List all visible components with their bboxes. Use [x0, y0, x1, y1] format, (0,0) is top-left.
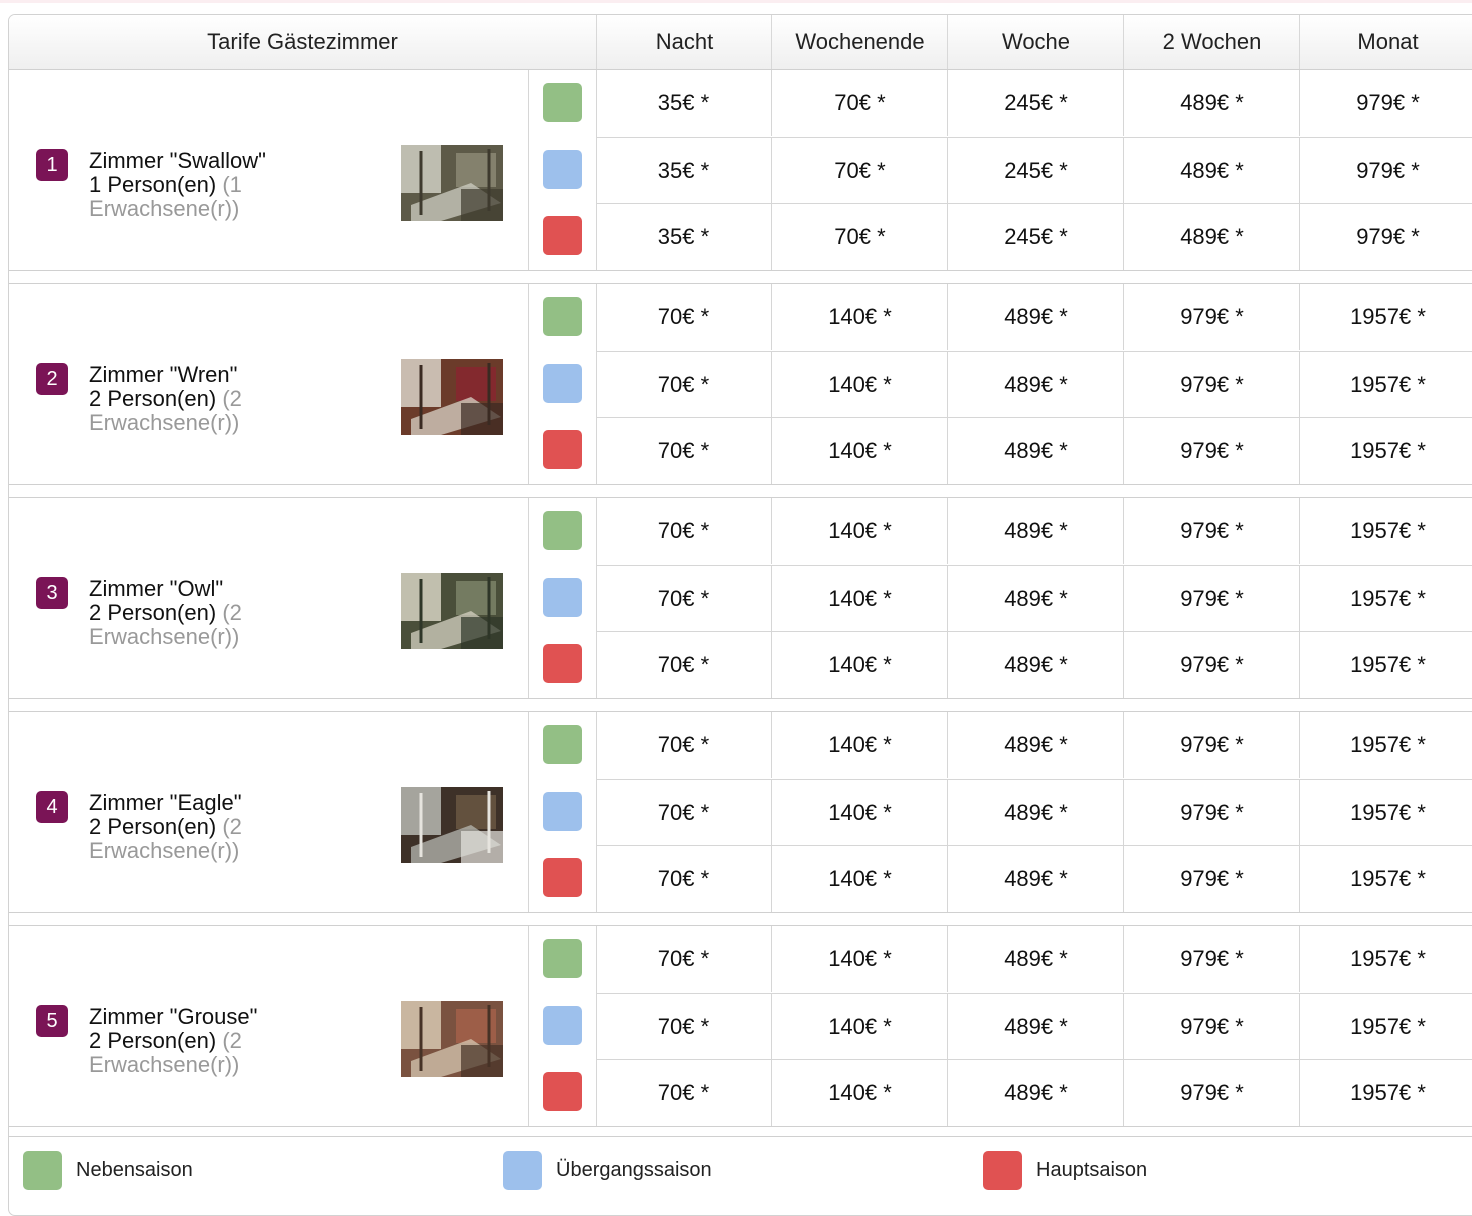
room-block [9, 497, 1472, 698]
shoulder-season-swatch [543, 1006, 582, 1045]
room-persons: 2 Person(en) [89, 1028, 217, 1053]
header-col-weekend: Wochenende [771, 15, 948, 69]
room-adults: (2 Erwachsene(r)) [89, 814, 242, 863]
season-column [528, 284, 597, 484]
shoulder-season-swatch [543, 150, 582, 189]
price-cell: 1957€ * [1299, 712, 1472, 778]
room-adults: (2 Erwachsene(r)) [89, 1028, 242, 1077]
price-cell: 70€ * [657, 586, 710, 611]
price-cell: 979€ * [1123, 632, 1300, 698]
price-cell: 70€ * [657, 438, 710, 463]
room-adults: (2 Erwachsene(r)) [89, 600, 242, 649]
price-cell: 489€ * [1123, 204, 1300, 270]
room-separator [9, 484, 1472, 498]
price-cell: 489€ * [1123, 138, 1300, 204]
price-cell: 979€ * [1299, 70, 1472, 136]
price-cell: 979€ * [1123, 846, 1300, 912]
header-col-two-weeks: 2 Wochen [1123, 15, 1300, 69]
price-cell: 140€ * [771, 994, 948, 1060]
high-season-swatch [543, 430, 582, 469]
price-row [596, 845, 1472, 912]
header-col-month: Monat [1299, 15, 1472, 69]
room-info [9, 926, 528, 1126]
room-number-badge: 4 [36, 791, 68, 823]
price-cell: 140€ * [771, 566, 948, 632]
room-info [9, 498, 528, 698]
room-details [89, 791, 319, 863]
legend-label: Nebensaison [76, 1159, 193, 1181]
price-cell: 979€ * [1123, 780, 1300, 846]
price-cell: 70€ * [657, 372, 710, 397]
header-title: Tarife Gästezimmer [207, 29, 398, 54]
price-cell: 489€ * [947, 846, 1124, 912]
room-name[interactable]: Zimmer "Grouse" [89, 1004, 258, 1029]
price-cell: 1957€ * [1299, 498, 1472, 564]
price-cell: 140€ * [771, 284, 948, 350]
price-cell: 1957€ * [1299, 846, 1472, 912]
room-number-badge: 3 [36, 577, 68, 609]
price-cell: 70€ * [657, 1014, 710, 1039]
room-block [9, 925, 1472, 1126]
price-cell: 489€ * [947, 284, 1124, 350]
room-separator [9, 698, 1472, 712]
high-season-swatch [543, 644, 582, 683]
price-cell: 1957€ * [1299, 780, 1472, 846]
bedroom-photo-icon [401, 787, 503, 863]
price-cell: 1957€ * [1299, 418, 1472, 484]
price-row [596, 565, 1472, 632]
top-accent-line [0, 0, 1472, 3]
room-photo[interactable] [401, 359, 503, 435]
high-season-swatch [543, 858, 582, 897]
room-name[interactable]: Zimmer "Owl" [89, 576, 224, 601]
price-cell: 979€ * [1123, 1060, 1300, 1126]
price-cell: 35€ * [657, 90, 710, 115]
price-cell: 1957€ * [1299, 632, 1472, 698]
room-separator [9, 270, 1472, 284]
price-row [596, 284, 1472, 350]
room-details [89, 149, 319, 221]
room-block [9, 711, 1472, 912]
price-cell: 245€ * [947, 204, 1124, 270]
price-row [596, 712, 1472, 778]
price-cell: 979€ * [1123, 284, 1300, 350]
price-row [596, 631, 1472, 698]
season-legend [9, 1136, 1472, 1216]
room-photo[interactable] [401, 145, 503, 221]
shoulder-season-swatch [503, 1151, 542, 1190]
bedroom-photo-icon [401, 359, 503, 435]
table-header [9, 15, 1472, 70]
header-col-week: Woche [947, 15, 1124, 69]
room-adults: (2 Erwachsene(r)) [89, 386, 242, 435]
price-cell: 1957€ * [1299, 926, 1472, 992]
price-cell: 489€ * [947, 632, 1124, 698]
price-cell: 489€ * [1123, 70, 1300, 136]
room-name[interactable]: Zimmer "Swallow" [89, 148, 266, 173]
shoulder-season-swatch [543, 578, 582, 617]
price-cell: 70€ * [657, 652, 710, 677]
room-name[interactable]: Zimmer "Wren" [89, 362, 238, 387]
price-cell: 489€ * [947, 418, 1124, 484]
price-cell: 70€ * [657, 518, 710, 543]
price-cell: 979€ * [1123, 994, 1300, 1060]
season-column [528, 498, 597, 698]
price-cell: 979€ * [1299, 204, 1472, 270]
room-photo[interactable] [401, 787, 503, 863]
price-cell: 489€ * [947, 780, 1124, 846]
room-persons: 1 Person(en) [89, 172, 217, 197]
price-cell: 489€ * [947, 994, 1124, 1060]
room-photo[interactable] [401, 573, 503, 649]
room-adults: (1 Erwachsene(r)) [89, 172, 242, 221]
price-cell: 35€ * [657, 158, 710, 183]
room-info [9, 70, 528, 270]
off-season-swatch [543, 297, 582, 336]
room-persons: 2 Person(en) [89, 600, 217, 625]
legend-label: Hauptsaison [1036, 1159, 1148, 1181]
high-season-swatch [543, 216, 582, 255]
price-cell: 979€ * [1123, 712, 1300, 778]
price-cell: 140€ * [771, 498, 948, 564]
price-cell: 1957€ * [1299, 1060, 1472, 1126]
price-cell: 1957€ * [1299, 566, 1472, 632]
room-info [9, 712, 528, 912]
room-info [9, 284, 528, 484]
room-block [9, 69, 1472, 270]
price-cell: 140€ * [771, 1060, 948, 1126]
price-cell: 1957€ * [1299, 994, 1472, 1060]
legend-label: Übergangssaison [556, 1159, 712, 1181]
room-block [9, 283, 1472, 484]
price-cell: 979€ * [1123, 352, 1300, 418]
price-cell: 489€ * [947, 926, 1124, 992]
price-row [596, 926, 1472, 992]
shoulder-season-swatch [543, 364, 582, 403]
price-row [596, 137, 1472, 204]
off-season-swatch [543, 511, 582, 550]
rates-table [8, 14, 1472, 1216]
price-cell: 489€ * [947, 1060, 1124, 1126]
price-cell: 489€ * [947, 352, 1124, 418]
season-column [528, 712, 597, 912]
price-cell: 979€ * [1123, 418, 1300, 484]
price-row [596, 70, 1472, 136]
price-cell: 979€ * [1299, 138, 1472, 204]
price-cell: 35€ * [657, 224, 710, 249]
bedroom-photo-icon [401, 1001, 503, 1077]
price-cell: 70€ * [771, 70, 948, 136]
price-cell: 70€ * [657, 732, 710, 757]
price-cell: 70€ * [657, 866, 710, 891]
price-cell: 489€ * [947, 498, 1124, 564]
off-season-swatch [543, 83, 582, 122]
price-cell: 140€ * [771, 780, 948, 846]
bedroom-photo-icon [401, 573, 503, 649]
room-persons: 2 Person(en) [89, 386, 217, 411]
price-cell: 70€ * [657, 946, 710, 971]
price-cell: 489€ * [947, 566, 1124, 632]
price-row [596, 417, 1472, 484]
off-season-swatch [543, 725, 582, 764]
price-cell: 70€ * [657, 1080, 710, 1105]
price-cell: 1957€ * [1299, 284, 1472, 350]
price-row [596, 779, 1472, 846]
high-season-swatch [983, 1151, 1022, 1190]
price-cell: 489€ * [947, 712, 1124, 778]
off-season-swatch [23, 1151, 62, 1190]
price-cell: 1957€ * [1299, 352, 1472, 418]
price-cell: 140€ * [771, 846, 948, 912]
price-cell: 979€ * [1123, 566, 1300, 632]
season-column [528, 70, 597, 270]
header-col-night: Nacht [596, 15, 772, 69]
price-cell: 140€ * [771, 352, 948, 418]
price-cell: 70€ * [771, 204, 948, 270]
season-column [528, 926, 597, 1126]
price-cell: 245€ * [947, 138, 1124, 204]
high-season-swatch [543, 1072, 582, 1111]
price-row [596, 203, 1472, 270]
price-row [596, 1059, 1472, 1126]
room-name[interactable]: Zimmer "Eagle" [89, 790, 242, 815]
price-row [596, 498, 1472, 564]
room-number-badge: 2 [36, 363, 68, 395]
price-cell: 70€ * [771, 138, 948, 204]
room-details [89, 577, 319, 649]
room-photo[interactable] [401, 1001, 503, 1077]
price-row [596, 993, 1472, 1060]
price-cell: 140€ * [771, 632, 948, 698]
price-cell: 979€ * [1123, 498, 1300, 564]
room-persons: 2 Person(en) [89, 814, 217, 839]
bedroom-photo-icon [401, 145, 503, 221]
price-cell: 70€ * [657, 800, 710, 825]
room-number-badge: 1 [36, 149, 68, 181]
price-cell: 979€ * [1123, 926, 1300, 992]
room-details [89, 363, 319, 435]
room-details [89, 1005, 319, 1077]
off-season-swatch [543, 939, 582, 978]
price-cell: 140€ * [771, 712, 948, 778]
room-number-badge: 5 [36, 1005, 68, 1037]
room-separator [9, 912, 1472, 926]
price-cell: 70€ * [657, 304, 710, 329]
price-cell: 245€ * [947, 70, 1124, 136]
shoulder-season-swatch [543, 792, 582, 831]
price-cell: 140€ * [771, 926, 948, 992]
price-row [596, 351, 1472, 418]
price-cell: 140€ * [771, 418, 948, 484]
